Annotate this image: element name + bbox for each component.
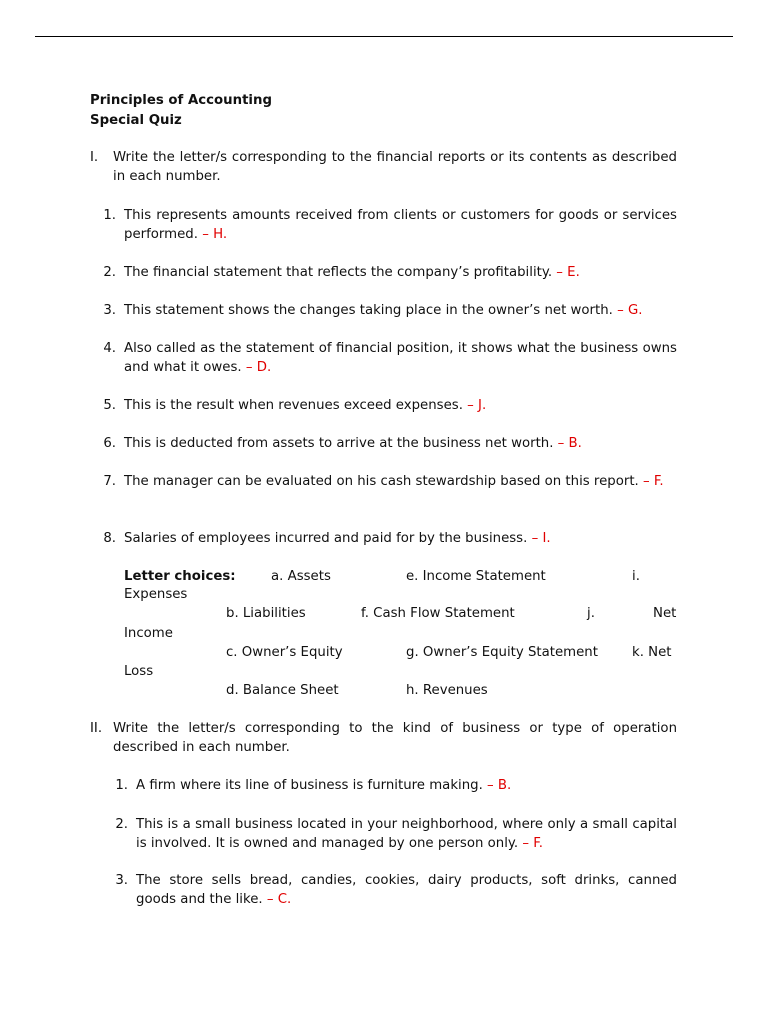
s1-item xyxy=(124,472,679,491)
choice-b: b. Liabilities xyxy=(226,606,306,621)
s2-item-text: A firm where its line of business is furniture making. xyxy=(136,778,483,793)
s1-item xyxy=(124,434,582,453)
header-rule xyxy=(35,36,733,37)
choice-k-word-2: Loss xyxy=(124,664,154,679)
s1-item-answer: – I. xyxy=(531,531,551,546)
s1-item-number: 7. xyxy=(103,474,116,489)
choice-c: c. Owner’s Equity xyxy=(226,645,343,660)
s1-item-answer: – G. xyxy=(617,303,643,318)
s1-item-number: 4. xyxy=(103,341,116,356)
s2-item-number: 3. xyxy=(115,873,128,888)
choice-j-word: Net xyxy=(653,606,677,621)
choice-h: h. Revenues xyxy=(406,683,488,698)
s2-item xyxy=(136,871,677,909)
choice-k: k. Net xyxy=(632,645,672,660)
s1-item-number: 6. xyxy=(103,436,116,451)
s2-item xyxy=(136,815,677,853)
s1-item xyxy=(124,206,677,244)
s1-item xyxy=(124,263,580,282)
s1-item xyxy=(124,396,486,415)
s1-item-number: 1. xyxy=(103,208,116,223)
s1-item-text: Salaries of employees incurred and paid for by the business. xyxy=(124,531,528,546)
s2-item-answer: – B. xyxy=(487,778,512,793)
s2-item-text: The store sells bread, candies, cookies, dairy products, soft drinks, canned goods and the like. xyxy=(136,873,677,907)
choice-f: f. Cash Flow Statement xyxy=(361,606,515,621)
s2-item-number: 2. xyxy=(115,817,128,832)
section-1-numeral: I. xyxy=(90,150,99,165)
s1-item-answer: – E. xyxy=(556,265,580,280)
document-title: Principles of Accounting xyxy=(90,93,272,108)
section-2-instruction: Write the letter/s corresponding to the kind of business or type of operation described in each number. xyxy=(113,721,677,755)
choice-i-word: Expenses xyxy=(124,587,188,602)
s1-item-number: 2. xyxy=(103,265,116,280)
document-subtitle: Special Quiz xyxy=(90,113,182,128)
s1-item xyxy=(124,301,643,320)
section-1-instruction: Write the letter/s corresponding to the financial reports or its contents as described in each number. xyxy=(113,150,677,184)
s1-item-text: The manager can be evaluated on his cash stewardship based on this report. xyxy=(124,474,639,489)
section-2-numeral: II. xyxy=(90,721,103,736)
choice-i-letter: i. xyxy=(632,569,640,584)
s1-item-answer: – H. xyxy=(202,227,228,242)
s1-item-answer: – J. xyxy=(467,398,487,413)
s1-item-answer: – F. xyxy=(643,474,664,489)
s2-item xyxy=(136,776,511,795)
letter-choices-label: Letter choices: xyxy=(124,569,236,584)
s1-item-number: 8. xyxy=(103,531,116,546)
s1-item-text: Also called as the statement of financial position, it shows what the business owns and what it owes. xyxy=(124,341,677,375)
s1-item-text: This is the result when revenues exceed expenses. xyxy=(124,398,463,413)
s2-item-number: 1. xyxy=(115,778,128,793)
s1-item-answer: – B. xyxy=(557,436,582,451)
choice-e: e. Income Statement xyxy=(406,569,546,584)
s2-item-answer: – F. xyxy=(522,836,543,851)
s1-item xyxy=(124,529,551,548)
choice-j-word-2: Income xyxy=(124,626,173,641)
choice-a: a. Assets xyxy=(271,569,331,584)
s1-item-number: 3. xyxy=(103,303,116,318)
s2-item-answer: – C. xyxy=(266,892,292,907)
s1-item-text: This represents amounts received from clients or customers for goods or services performed. xyxy=(124,208,677,242)
s2-item-text: This is a small business located in your neighborhood, where only a small capital is involved. It is owned and managed by one person only. xyxy=(136,817,677,851)
s1-item-text: This statement shows the changes taking place in the owner’s net worth. xyxy=(124,303,613,318)
s1-item-text: The financial statement that reflects the company’s profitability. xyxy=(124,265,553,280)
s1-item-answer: – D. xyxy=(245,360,272,375)
s1-item xyxy=(124,339,677,377)
choice-g: g. Owner’s Equity Statement xyxy=(406,645,598,660)
s1-item-text: This is deducted from assets to arrive at the business net worth. xyxy=(124,436,554,451)
choice-d: d. Balance Sheet xyxy=(226,683,339,698)
choice-j-letter: j. xyxy=(587,606,595,621)
s1-item-number: 5. xyxy=(103,398,116,413)
